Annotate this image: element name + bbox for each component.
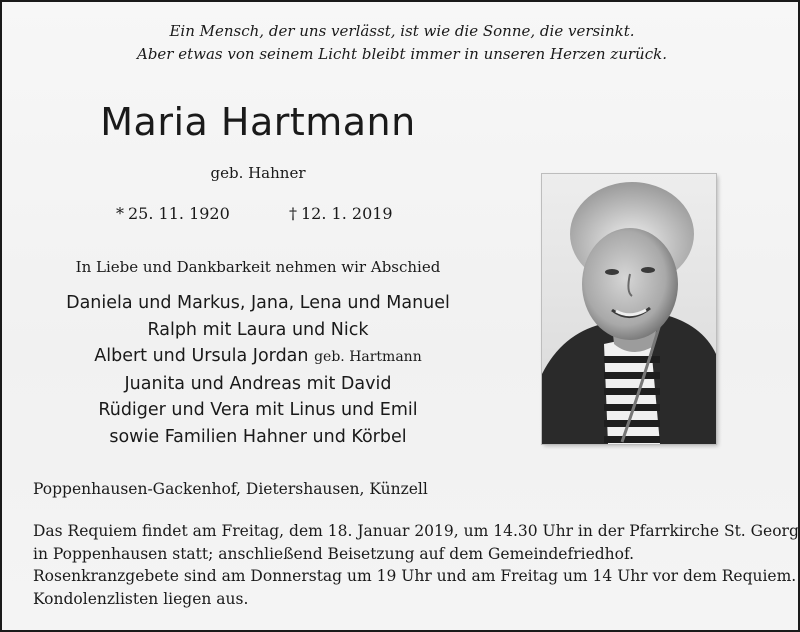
family-row-text: Albert und Ursula Jordan	[94, 346, 309, 366]
family-row	[2, 290, 514, 317]
requiem-line-3: Rosenkranzgebete sind am Donnerstag um 19 Uhr und am Freitag um 14 Uhr vor dem Requiem.	[33, 567, 797, 585]
requiem-line-4: Kondolenzlisten liegen aus.	[33, 589, 249, 608]
family-row-text: Rüdiger und Vera mit Linus und Emil	[98, 400, 418, 420]
death-date-value: 12. 1. 2019	[301, 204, 393, 223]
family-row-text: Juanita und Andreas mit David	[124, 373, 392, 394]
portrait-image	[542, 174, 716, 444]
family-row-note: geb. Hartmann	[314, 349, 422, 365]
family-row	[2, 371, 514, 398]
birth-star-icon: *	[116, 204, 124, 223]
requiem-line-1: Das Requiem findet am Freitag, dem 18. Januar 2019, um 14.30 Uhr in der Pfarrkirche St. Georg	[33, 522, 799, 540]
portrait-photo	[542, 174, 716, 444]
deceased-name: Maria Hartmann	[100, 100, 416, 144]
family-row-text: Daniela und Markus, Jana, Lena und Manuel	[66, 293, 450, 313]
requiem-line-2: in Poppenhausen statt; anschließend Beisetzung auf dem Gemeindefriedhof.	[33, 544, 635, 563]
birth-date-value: 25. 11. 1920	[128, 204, 230, 223]
requiem-info	[33, 520, 799, 610]
residence-places: Poppenhausen-Gackenhof, Dietershausen, Künzell	[33, 480, 428, 498]
motto-line-1: Ein Mensch, der uns verlässt, ist wie die Sonne, die versinkt.	[169, 22, 635, 40]
family-row	[2, 424, 514, 451]
farewell-text: In Liebe und Dankbarkeit nehmen wir Abschied	[75, 258, 441, 276]
family-row	[2, 317, 514, 344]
motto-line-2: Aber etwas von seinem Licht bleibt immer in unseren Herzen zurück.	[137, 45, 667, 63]
family-row	[2, 343, 514, 371]
death-date	[289, 204, 393, 223]
family-row	[2, 397, 514, 424]
motto-quote	[2, 20, 798, 66]
family-list	[2, 290, 514, 450]
maiden-name: geb. Hahner	[210, 164, 306, 182]
family-row-text: sowie Familien Hahner und Körbel	[109, 426, 407, 447]
family-row-text: Ralph mit Laura und Nick	[147, 319, 369, 340]
birth-date	[116, 204, 230, 223]
cross-icon: †	[289, 204, 297, 223]
